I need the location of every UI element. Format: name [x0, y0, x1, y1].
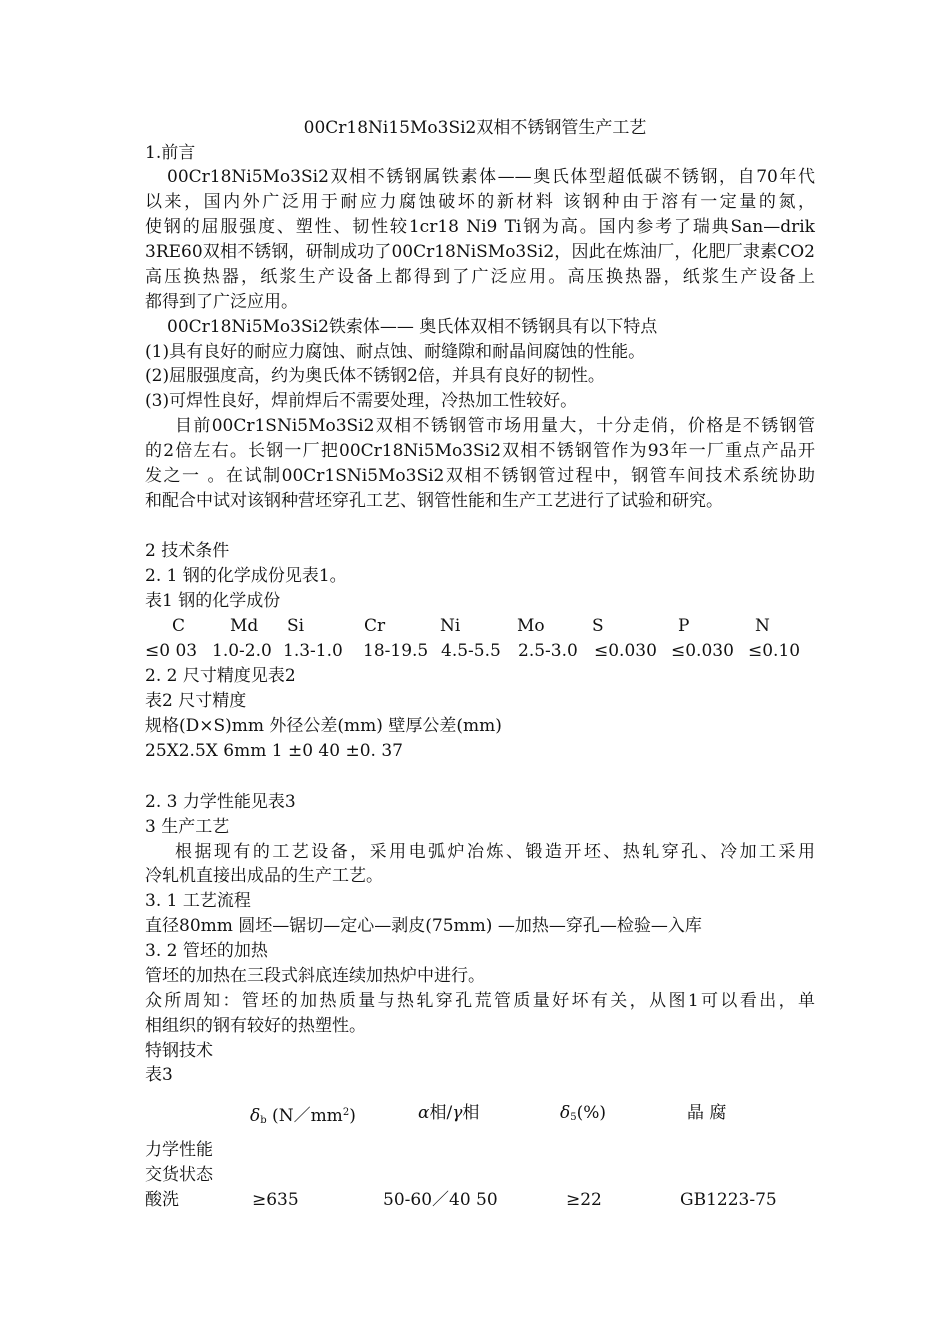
paragraph-line: 00Cr18Ni5Mo3Si2双相不锈钢属铁素体——奥氏体型超低碳不锈钢，自70年代 [167, 167, 815, 187]
paragraph-line: 以来，国内外广泛用于耐应力腐蚀破坏的新材料 该钢种由于溶有一定量的氮， [145, 192, 815, 212]
table3-row-label: 酸洗 [145, 1190, 179, 1210]
subsection-heading: 2. 1 钢的化学成份见表1。 [145, 566, 347, 586]
table3-header-phase-ratio: α相/γ相 [418, 1103, 480, 1123]
paragraph-line: 管坯的加热在三段式斜底连续加热炉中进行。 [145, 966, 485, 986]
table2-caption: 表2 尺寸精度 [145, 691, 247, 711]
table1-cell: ≤0.030 [594, 641, 657, 661]
table1-cell: ≤0 03 [145, 641, 198, 661]
table3-header-strength: $\delta_b$ $(N/mm^2)$ [250, 1106, 356, 1126]
table1-header: N [755, 616, 770, 636]
table1-header: Mo [517, 616, 545, 636]
table3-row-label: 交货状态 [145, 1165, 213, 1185]
table1-header: Ni [440, 616, 461, 636]
paragraph-line: 3RE60双相不锈钢，研制成功了00Cr18NiSMo3Si2，因此在炼油厂，化肥厂隶素CO2 [145, 242, 815, 262]
table3-row-label: 力学性能 [145, 1140, 213, 1160]
subsection-heading: 3. 2 管坯的加热 [145, 941, 268, 961]
paragraph-line: 使钢的屈服强度、塑性、韧性较1cr18 Ni9 Ti钢为高。国内参考了瑞典San—drik [145, 217, 815, 237]
table3-cell: 50-60／40 50 [383, 1190, 498, 1210]
paragraph-line: 相组织的钢有较好的热塑性。 [145, 1016, 366, 1036]
table1-header: S [592, 616, 604, 636]
table3-cell: GB1223-75 [680, 1190, 777, 1210]
feature-item: (2)屈服强度高，约为奥氏体不锈钢2倍，并具有良好的韧性。 [145, 366, 605, 386]
table2-row: 25X2.5X 6mm 1 ±0 40 ±0. 37 [145, 741, 403, 761]
table1-header: Si [287, 616, 305, 636]
table1-cell: 18-19.5 [363, 641, 429, 661]
paragraph-line: 和配合中试对该钢种营坯穿孔工艺、钢管性能和生产工艺进行了试验和研究。 [145, 491, 723, 511]
table3-cell: ≥22 [566, 1190, 602, 1210]
subsection-heading: 2. 3 力学性能见表3 [145, 792, 296, 812]
table3-caption: 表3 [145, 1065, 173, 1085]
section-heading-1: 1.前言 [145, 143, 196, 163]
section-heading-2: 2 技术条件 [145, 541, 230, 561]
table1-header: Md [230, 616, 259, 636]
table3-cell: ≥635 [252, 1190, 299, 1210]
table1-cell: 1.0-2.0 [212, 641, 272, 661]
feature-item: (3)可焊性良好，焊前焊后不需要处理，冷热加工性较好。 [145, 391, 578, 411]
table1-header: P [678, 616, 690, 636]
paragraph-line: 众所周知：管坯的加热质量与热轧穿孔荒管质量好坏有关，从图1可以看出，单 [145, 991, 815, 1011]
paragraph-line: 00Cr18Ni5Mo3Si2铁索体—— 奥氏体双相不锈钢具有以下特点 [167, 317, 658, 337]
subsection-heading: 3. 1 工艺流程 [145, 891, 251, 911]
paragraph-line: 都得到了广泛应用。 [145, 292, 298, 312]
paragraph-line: 高压换热器，纸浆生产设备上都得到了广泛应用。高压换热器，纸浆生产设备上 [145, 267, 815, 287]
table1-cell: 4.5-5.5 [441, 641, 501, 661]
paragraph-line: 冷轧机直接出成品的生产工艺。 [145, 866, 383, 886]
table1-header: C [172, 616, 186, 636]
paragraph-line: 的2倍左右。长钢一厂把00Cr18Ni5Mo3Si2双相不锈钢管作为93年一厂重点产品开 [145, 441, 815, 461]
paragraph-line: 根据现有的工艺设备，采用电弧炉冶炼、锻造开坯、热轧穿孔、冷加工采用 [175, 842, 815, 862]
table1-cell: ≤0.030 [671, 641, 734, 661]
paragraph-line: 目前00Cr1SNi5Mo3Si2双相不锈钢管市场用量大，十分走俏，价格是不锈钢管 [175, 416, 815, 436]
table1-header: Cr [364, 616, 386, 636]
subsection-heading: 2. 2 尺寸精度见表2 [145, 666, 296, 686]
source-note: 特钢技术 [145, 1041, 213, 1061]
table1-caption: 表1 钢的化学成份 [145, 591, 281, 611]
table3-header-elongation: $\delta_5(\%)$ [560, 1103, 607, 1123]
document-title: 00Cr18Ni15Mo3Si2双相不锈钢管生产工艺 [303, 118, 647, 138]
table2-header: 规格(D×S)mm 外径公差(mm) 壁厚公差(mm) [145, 716, 502, 736]
table3-header-corrosion: 晶 腐 [687, 1103, 727, 1123]
feature-item: (1)具有良好的耐应力腐蚀、耐点蚀、耐缝隙和耐晶间腐蚀的性能。 [145, 342, 646, 362]
paragraph-line: 发之一 。在试制00Cr1SNi5Mo3Si2双相不锈钢管过程中，钢管车间技术系统协助 [145, 466, 815, 486]
table1-cell: 2.5-3.0 [518, 641, 578, 661]
section-heading-3: 3 生产工艺 [145, 817, 230, 837]
table1-cell: 1.3-1.0 [283, 641, 343, 661]
process-flow: 直径80mm 圆坯—锯切—定心—剥皮(75mm) —加热—穿孔—检验—入库 [145, 916, 702, 936]
table1-cell: ≤0.10 [748, 641, 801, 661]
